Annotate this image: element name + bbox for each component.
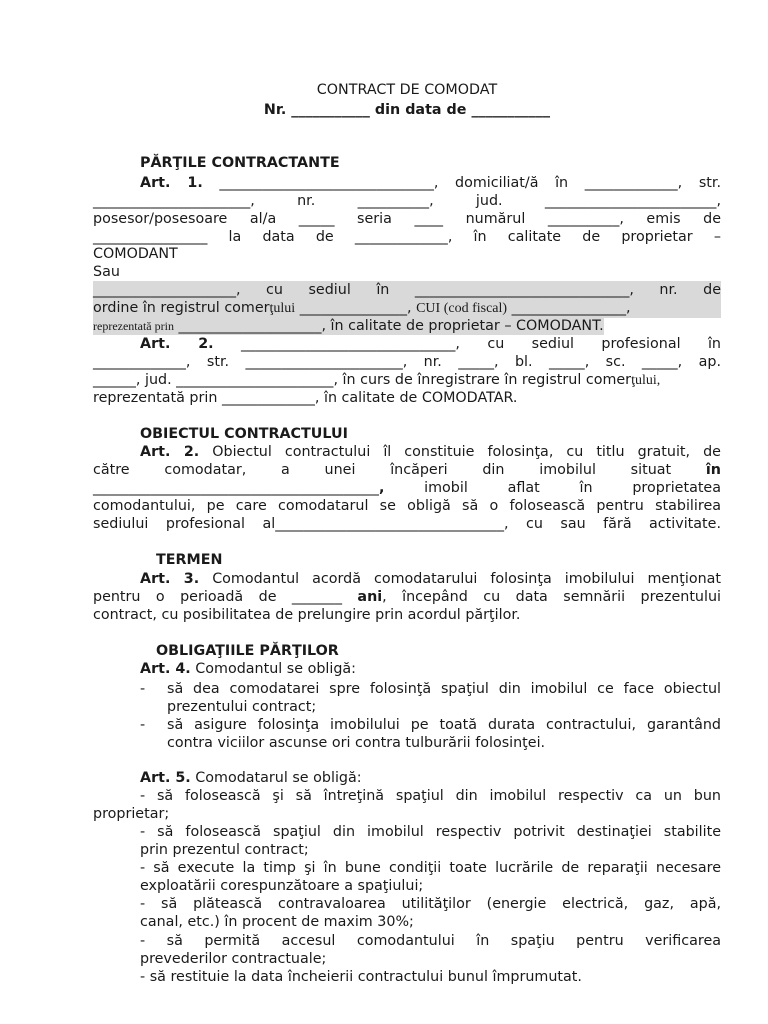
art5-line-5b: prevederilor contractuale;	[140, 951, 327, 967]
art1-line-8-c: _______________,	[295, 300, 417, 316]
art1-line-8-e: ________________,	[507, 300, 631, 316]
object-line-3: ________________________________________, imobil aflat în proprietatea	[93, 480, 721, 496]
art5-line-6: - să restituie la data încheierii contractului bunul împrumutat.	[140, 969, 582, 985]
art2-party-line-4: reprezentată prin _____________, în calitate de COMODATAR.	[93, 390, 518, 406]
art1-line-3: posesor/posesoare al/a _____ seria ____ numărul __________, emis de	[93, 211, 721, 227]
art5-line-4b: canal, etc.) în procent de maxim 30%;	[140, 914, 414, 930]
term-line-2: pentru o perioadă de _______ ani, începând cu data semnării prezentului	[93, 589, 721, 605]
art4-bullet-2-line-2: contra viciilor ascunse ori contra tulburării folosinţei.	[167, 735, 546, 751]
art1-line-9	[93, 317, 604, 335]
art1-line-5: COMODANT	[93, 246, 178, 262]
section-parties: PĂRŢILE CONTRACTANTE	[140, 155, 340, 171]
art5-heading: Art. 5. Comodatarul se obligă:	[140, 770, 362, 786]
art2-party-line-3-a: ______, jud. ______________________, în curs de înregistrare în registrul comer	[93, 372, 632, 388]
art4-bullet-2-line-1: să asigure folosinţa imobilului pe toată durata contractului, garantând	[167, 717, 721, 733]
art1-line-7: ____________________, cu sediul în ______________________________, nr. de	[93, 282, 721, 298]
art1-line-9-b: ____________________, în calitate de proprietar – COMODANT.	[173, 318, 604, 334]
art1-line-2: ______________________, nr. __________, jud. ________________________,	[93, 193, 721, 209]
art1-line-4: ________________ la data de _____________, în calitate de proprietar –	[93, 229, 721, 245]
object-line-5: sediului profesional al________________________________, cu sau fără activitate.	[93, 516, 721, 532]
art1-line-8-a: ordine în registrul comer	[93, 300, 270, 316]
art2-party-line-1: Art. 2. ______________________________, cu sediul profesional în	[140, 336, 721, 352]
art1-line-6: Sau	[93, 264, 120, 280]
object-line-4: comodantului, pe care comodatarul se obligă să o folosească pentru stabilirea	[93, 498, 721, 514]
art5-line-5a: - să permită accesul comodantului în spaţiu pentru verificarea	[140, 933, 721, 949]
art1-line-8-b: ţului	[269, 301, 296, 316]
art5-line-3a: - să execute la timp şi în bune condiţii toate lucrările de reparaţii necesare	[140, 860, 721, 876]
section-term: TERMEN	[156, 552, 223, 568]
term-line-1: Art. 3. Comodantul acordă comodatarului folosinţa imobilului menţionat	[140, 571, 721, 587]
art1-line-8	[93, 299, 721, 318]
document-title: CONTRACT DE COMODAT	[316, 82, 498, 98]
term-line-3: contract, cu posibilitatea de prelungire prin acordul părţilor.	[93, 607, 521, 623]
art1-line-9-a: reprezentată prin	[93, 319, 174, 333]
art4-bullet-1-line-1: să dea comodatarei spre folosinţă spaţiul din imobilul ce face obiectul	[167, 681, 721, 697]
art5-line-2a: - să folosească spaţiul din imobilul respectiv potrivit destinaţiei stabilite	[140, 824, 721, 840]
art4-bullet-1-line-2: prezentului contract;	[167, 699, 317, 715]
section-object: OBIECTUL CONTRACTULUI	[140, 426, 348, 442]
art1-line-1: Art. 1. ______________________________, domiciliat/ă în _____________, str.	[140, 175, 721, 191]
art4-heading: Art. 4. Comodantul se obligă:	[140, 661, 356, 677]
art5-line-3b: exploatării corespunzătoare a spaţiului;	[140, 878, 424, 894]
art2-party-line-2: _____________, str. ______________________, nr. _____, bl. _____, sc. _____, ap.	[93, 354, 721, 370]
art5-line-1a: - să folosească şi să întreţină spaţiul din imobilul respectiv ca un bun	[140, 788, 721, 804]
section-obligations: OBLIGAŢIILE PĂRŢILOR	[156, 643, 339, 659]
art1-line-8-d: CUI (cod fiscal)	[416, 301, 508, 316]
art5-line-4a: - să plătească contravaloarea utilităţilor (energie electrică, gaz, apă,	[140, 896, 721, 912]
art4-bullet-2-dash: -	[140, 717, 146, 733]
art2-party-line-3	[93, 371, 721, 390]
art5-line-2b: prin prezentul contract;	[140, 842, 309, 858]
art5-line-1b: proprietar;	[93, 806, 170, 822]
document-subtitle: Nr. ___________ din data de ___________	[263, 102, 551, 118]
art4-bullet-1-dash: -	[140, 681, 146, 697]
object-line-1: Art. 2. Obiectul contractului îl constituie folosinţa, cu titlu gratuit, de	[140, 444, 721, 460]
object-line-2: către comodatar, a unei încăperi din imobilul situat în	[93, 462, 721, 478]
art2-party-line-3-b: ţului,	[631, 373, 661, 388]
